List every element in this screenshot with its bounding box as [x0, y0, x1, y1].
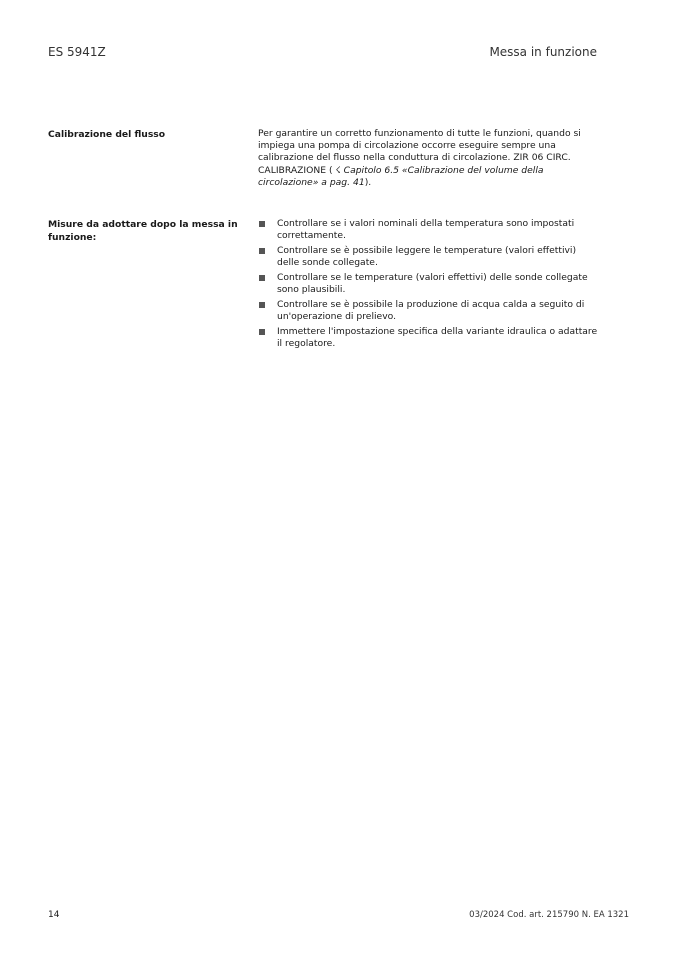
cross-reference-icon: ☇ [335, 164, 341, 176]
calibration-text-end: ). [364, 176, 372, 188]
list-item [258, 218, 598, 242]
section-label: Calibrazione del flusso [48, 129, 166, 140]
chapter-reference-link[interactable]: Capitolo 6.5 «Calibrazione del volume della circolazione» a pag. 41 [258, 164, 544, 188]
bullet-square-icon [259, 302, 265, 308]
list-item-text: Immettere l'impostazione specifica della variante idraulica o adattare il regolatore. [277, 325, 598, 349]
header-chapter-title: Messa in funzione [489, 45, 597, 59]
section-label: Misure da adottare dopo la messa in funzione: [48, 219, 238, 243]
list-item-text: Controllare se è possibile la produzione di acqua calda a seguito di un'operazione di prelievo. [277, 298, 585, 322]
list-item-text: Controllare se è possibile leggere le temperature (valori effettivi) delle sonde collegate. [277, 244, 577, 269]
bullet-square-icon [259, 275, 265, 281]
list-item-text: Controllare se i valori nominali della temperatura sono impostati correttamente. [277, 218, 575, 242]
list-item [258, 245, 598, 269]
bullet-square-icon [259, 221, 265, 227]
footer-doc-info: 03/2024 Cod. art. 215790 N. EA 1321 [469, 910, 629, 920]
section-body [258, 218, 598, 353]
header-doc-id: ES 5941Z [48, 45, 106, 59]
bullet-square-icon [259, 248, 265, 254]
list-item [258, 299, 598, 323]
footer-page-number: 14 [48, 910, 60, 920]
list-item [258, 272, 598, 296]
calibration-text: Per garantire un corretto funzionamento di tutte le funzioni, quando si impiega una pompa di circolazione occorre eseguire sempre una calibrazione del flusso nella conduttura di circolazione. ZIR 06 CIRC. CALIBRAZIONE ( [258, 128, 581, 176]
calibration-paragraph [258, 128, 598, 189]
list-item-text: Controllare se le temperature (valori effettivi) delle sonde collegate sono plausibili. [277, 271, 588, 296]
list-item [258, 326, 598, 350]
bullet-square-icon [259, 329, 265, 335]
measures-list [258, 218, 598, 350]
section-body [258, 128, 598, 189]
